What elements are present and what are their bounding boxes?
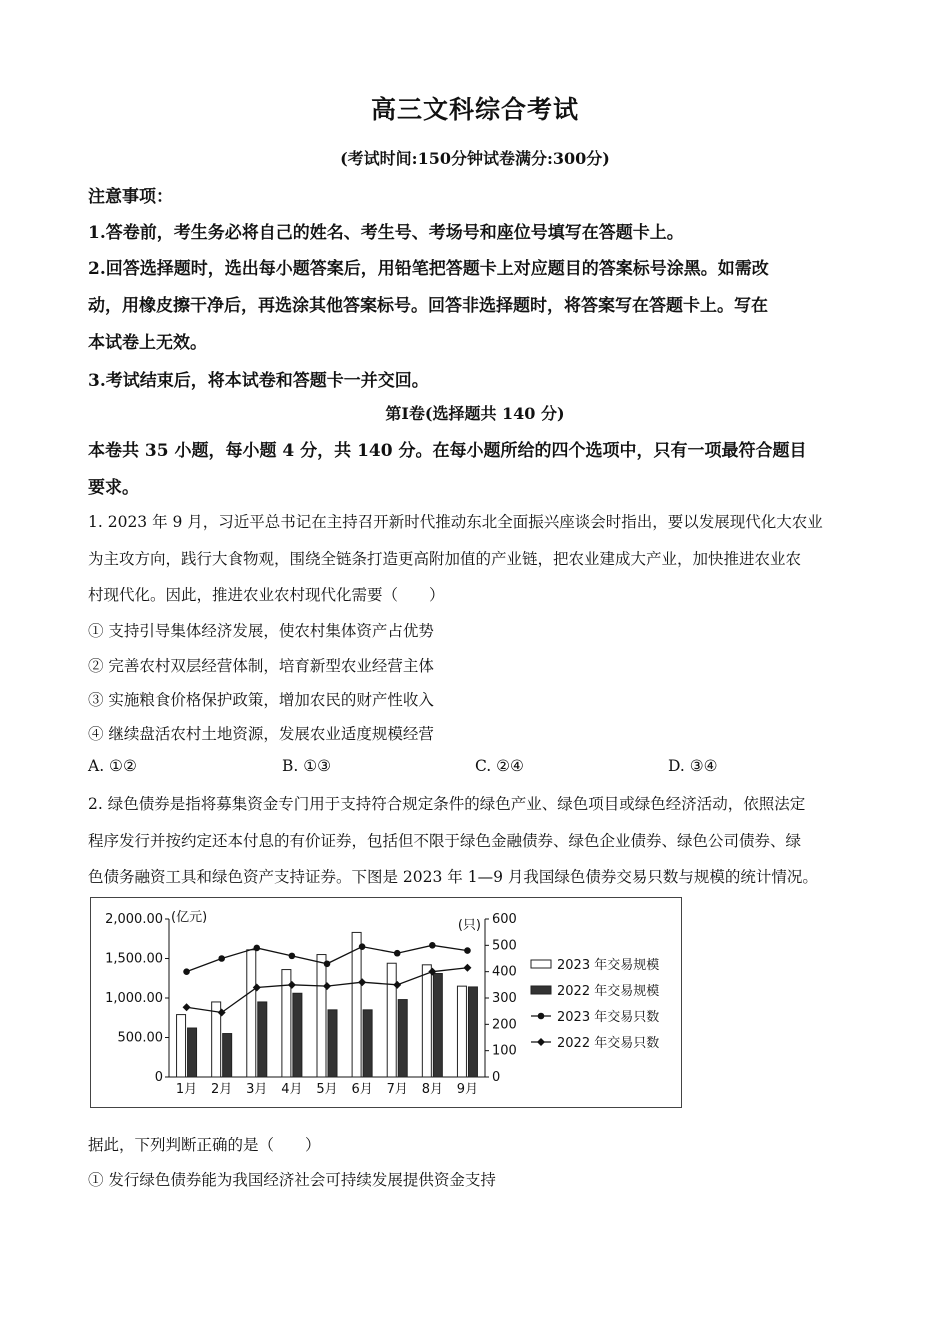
bar-2022-volume bbox=[223, 1034, 232, 1077]
section-desc: 本卷共 35 小题，每小题 4 分，共 140 分。在每小题所给的四个选项中，只有一项最符合题目 bbox=[88, 441, 807, 461]
legend-swatch-2022-volume bbox=[531, 986, 551, 994]
left-unit-label: (亿元) bbox=[171, 910, 208, 925]
notice-line: 本试卷上无效。 bbox=[88, 333, 207, 353]
q1-item: ④ 继续盘活农村土地资源，发展农业适度规模经营 bbox=[88, 725, 434, 743]
bar-2022-volume bbox=[433, 974, 442, 1077]
bar-2023-volume bbox=[387, 963, 396, 1077]
point-2023-count bbox=[394, 950, 401, 957]
bar-2023-volume bbox=[247, 950, 256, 1077]
notice-line: 3.考试结束后，将本试卷和答题卡一并交回。 bbox=[88, 371, 429, 391]
q1-item: ② 完善农村双层经营体制，培育新型农业经营主体 bbox=[88, 657, 434, 675]
point-2023-count bbox=[429, 942, 436, 949]
bar-2022-volume bbox=[258, 1002, 267, 1077]
bar-2022-volume bbox=[328, 1010, 337, 1077]
legend-marker-2022-count bbox=[537, 1038, 545, 1046]
x-tick-label: 7月 bbox=[386, 1082, 408, 1097]
point-2023-count bbox=[324, 960, 331, 967]
notice-heading: 注意事项： bbox=[88, 187, 173, 207]
x-tick-label: 5月 bbox=[316, 1082, 338, 1097]
q1-stem-line: 为主攻方向，践行大食物观，围绕全链条打造更高附加值的产业链，把农业建成大产业，加快推进农业农 bbox=[88, 550, 802, 568]
legend-marker-2023-count bbox=[538, 1013, 545, 1020]
legend-label: 2022 年交易规模 bbox=[557, 984, 660, 999]
bar-2022-volume bbox=[468, 987, 477, 1077]
bar-2022-volume bbox=[398, 1000, 407, 1077]
q2-stem-line: 2. 绿色债券是指将募集资金专门用于支持符合规定条件的绿色产业、绿色项目或绿色经济活动，依照法定 bbox=[88, 795, 806, 813]
exam-title: 高三文科综合考试 bbox=[370, 95, 579, 124]
chart-svg bbox=[91, 898, 683, 1109]
notice-line: 1.答卷前，考生务必将自己的姓名、考生号、考场号和座位号填写在答题卡上。 bbox=[88, 223, 684, 243]
notice-line: 2.回答选择题时，选出每小题答案后，用铅笔把答题卡上对应题目的答案标号涂黑。如需改 bbox=[88, 259, 769, 279]
x-tick-label: 2月 bbox=[211, 1082, 233, 1097]
q2-stem-line: 色债务融资工具和绿色资产支持证券。下图是 2023 年 1—9 月我国绿色债券交易只数与规模的统计情况。 bbox=[88, 868, 818, 886]
x-tick-label: 1月 bbox=[175, 1082, 198, 1097]
q1-option-d: D. ③④ bbox=[668, 757, 718, 775]
q1-item: ① 支持引导集体经济发展，使农村集体资产占优势 bbox=[88, 622, 434, 640]
q1-option-c: C. ②④ bbox=[475, 757, 524, 775]
left-tick-label: 0 bbox=[154, 1070, 163, 1085]
bar-2023-volume bbox=[352, 932, 361, 1077]
exam-subtitle: (考试时间:150分钟试卷满分:300分) bbox=[340, 149, 610, 168]
right-tick-label: 600 bbox=[492, 912, 517, 927]
x-tick-label: 6月 bbox=[351, 1082, 373, 1097]
bar-2023-volume bbox=[177, 1015, 186, 1077]
notice-line: 动，用橡皮擦干净后，再选涂其他答案标号。回答非选择题时，将答案写在答题卡上。写在 bbox=[88, 296, 768, 316]
bar-2023-volume bbox=[457, 986, 466, 1077]
x-tick-label: 3月 bbox=[246, 1082, 268, 1097]
bar-2022-volume bbox=[188, 1028, 197, 1077]
right-tick-label: 400 bbox=[492, 964, 517, 980]
bar-2022-volume bbox=[293, 993, 302, 1077]
section-title: 第Ⅰ卷(选择题共 140 分) bbox=[385, 404, 565, 423]
x-tick-label: 4月 bbox=[281, 1082, 303, 1097]
point-2023-count bbox=[464, 947, 471, 954]
point-2023-count bbox=[253, 945, 260, 952]
legend-label: 2022 年交易只数 bbox=[557, 1036, 660, 1051]
left-tick-label: 500.00 bbox=[117, 1030, 163, 1046]
point-2023-count bbox=[218, 955, 225, 962]
point-2023-count bbox=[289, 953, 296, 960]
point-2023-count bbox=[183, 968, 190, 975]
q2-item: ① 发行绿色债券能为我国经济社会可持续发展提供资金支持 bbox=[88, 1171, 496, 1189]
point-2023-count bbox=[359, 943, 366, 950]
legend-label: 2023 年交易只数 bbox=[557, 1010, 660, 1025]
left-tick-label: 1,500.00 bbox=[105, 951, 163, 967]
x-tick-label: 8月 bbox=[421, 1082, 443, 1097]
legend-swatch-2023-volume bbox=[531, 960, 551, 968]
q2-prompt: 据此，下列判断正确的是（ ） bbox=[88, 1136, 321, 1154]
q1-option-b: B. ①③ bbox=[282, 757, 332, 775]
green-bond-chart bbox=[90, 897, 682, 1108]
x-tick-label: 9月 bbox=[456, 1082, 479, 1097]
right-unit-label: (只) bbox=[457, 918, 481, 933]
right-tick-label: 300 bbox=[492, 991, 517, 1006]
right-tick-label: 200 bbox=[492, 1017, 517, 1033]
bar-2023-volume bbox=[317, 955, 326, 1077]
left-tick-label: 1,000.00 bbox=[105, 991, 163, 1006]
legend-label: 2023 年交易规模 bbox=[557, 958, 660, 973]
bar-2022-volume bbox=[363, 1010, 372, 1077]
q2-stem-line: 程序发行并按约定还本付息的有价证券，包括但不限于绿色金融债券、绿色企业债券、绿色公司债券、绿 bbox=[88, 832, 802, 850]
q1-stem-line: 1. 2023 年 9 月，习近平总书记在主持召开新时代推动东北全面振兴座谈会时指出，要以发展现代化大农业 bbox=[88, 513, 823, 531]
point-2022-count bbox=[463, 964, 471, 972]
right-tick-label: 500 bbox=[492, 938, 517, 954]
q1-stem-line: 村现代化。因此，推进农业农村现代化需要（ ） bbox=[88, 586, 445, 604]
q1-item: ③ 实施粮食价格保护政策，增加农民的财产性收入 bbox=[88, 691, 434, 709]
section-desc: 要求。 bbox=[88, 478, 139, 498]
left-tick-label: 2,000.00 bbox=[105, 912, 163, 927]
point-2022-count bbox=[183, 1003, 191, 1011]
right-tick-label: 0 bbox=[492, 1070, 501, 1085]
right-tick-label: 100 bbox=[492, 1043, 517, 1059]
bar-2023-volume bbox=[422, 965, 431, 1077]
q1-option-a: A. ①② bbox=[88, 757, 137, 775]
